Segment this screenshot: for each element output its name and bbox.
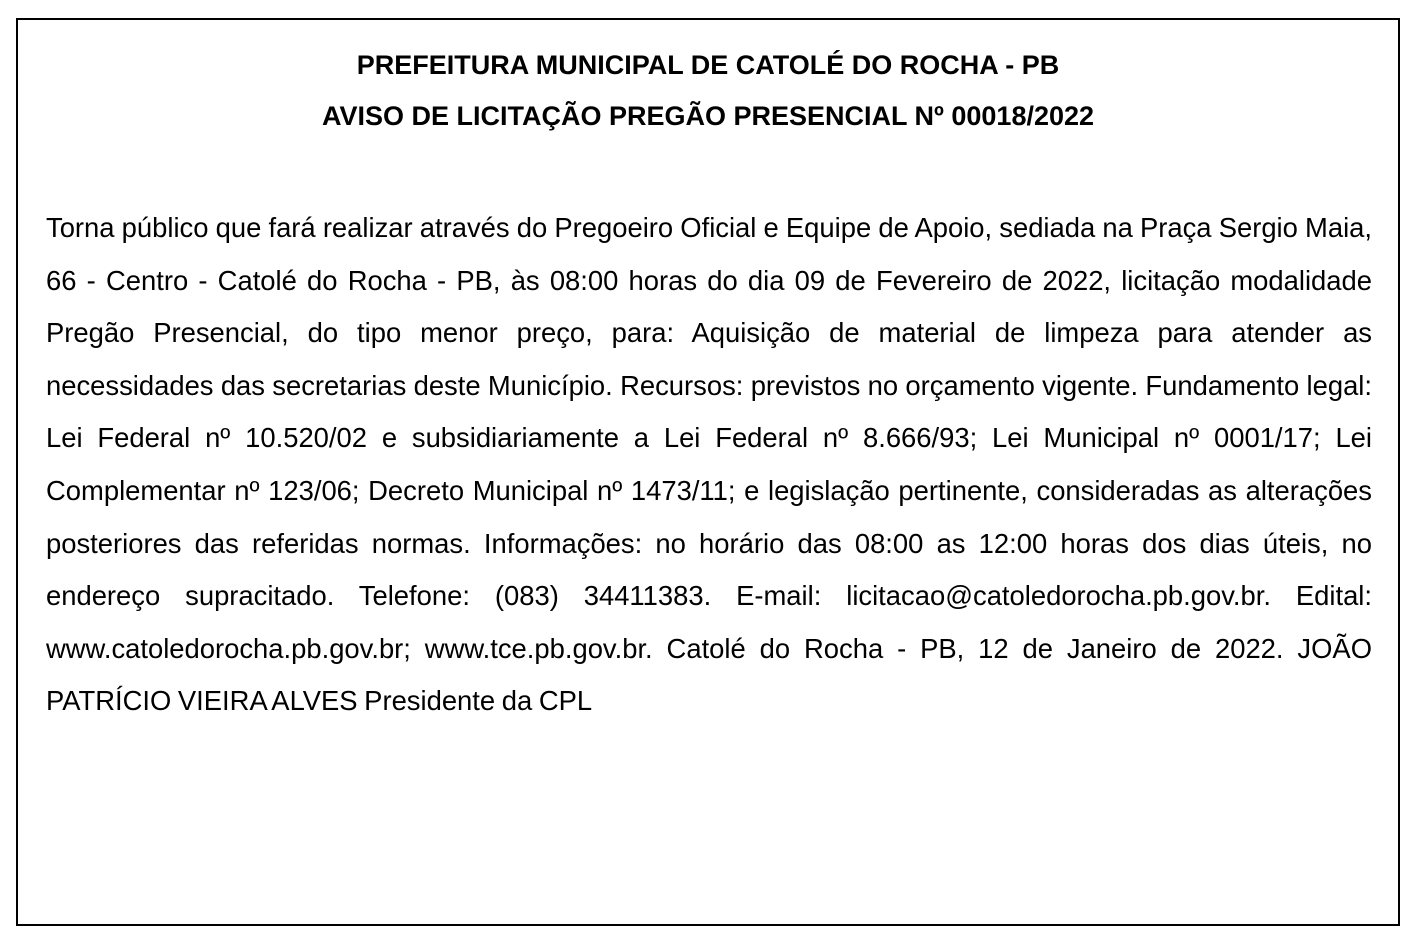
notice-body: Torna público que fará realizar através do Pregoeiro Oficial e Equipe de Apoio, sediada na Praça Sergio Maia, 66 - Centro - Catolé do Rocha - PB, às 08:00 horas do dia 09 de Fevereiro de 2022, licitação modalidade Pregão Presencial, do tipo menor preço, para: Aquisição de material de limpeza para atender as necessidades das secretarias deste Município. Recursos: previstos no orçamento vigente. Fundamento legal: Lei Federal nº 10.520/02 e subsidiariamente a Lei Federal nº 8.666/93; Lei Municipal nº 0001/17; Lei Complementar nº 123/06; Decreto Municipal nº 1473/11; e legislação pertinente, consideradas as alterações posteriores das referidas normas. Informações: no horário das 08:00 as 12:00 horas dos dias úteis, no endereço supracitado. Telefone: (083) 34411383. E-mail: licitacao@catoledorocha.pb.gov.br. Edital: www.catoledorocha.pb.gov.br; www.tce.pb.gov.br. Catolé do Rocha - PB, 12 de Janeiro de 2022. JOÃO PATRÍCIO VIEIRA ALVES Presidente da CPL <box>46 212 1372 717</box>
notice-frame <box>16 18 1400 926</box>
notice-title-municipality: PREFEITURA MUNICIPAL DE CATOLÉ DO ROCHA - PB <box>356 50 1060 80</box>
notice-title-bid: AVISO DE LICITAÇÃO PREGÃO PRESENCIAL Nº 00018/2022 <box>321 101 1095 131</box>
